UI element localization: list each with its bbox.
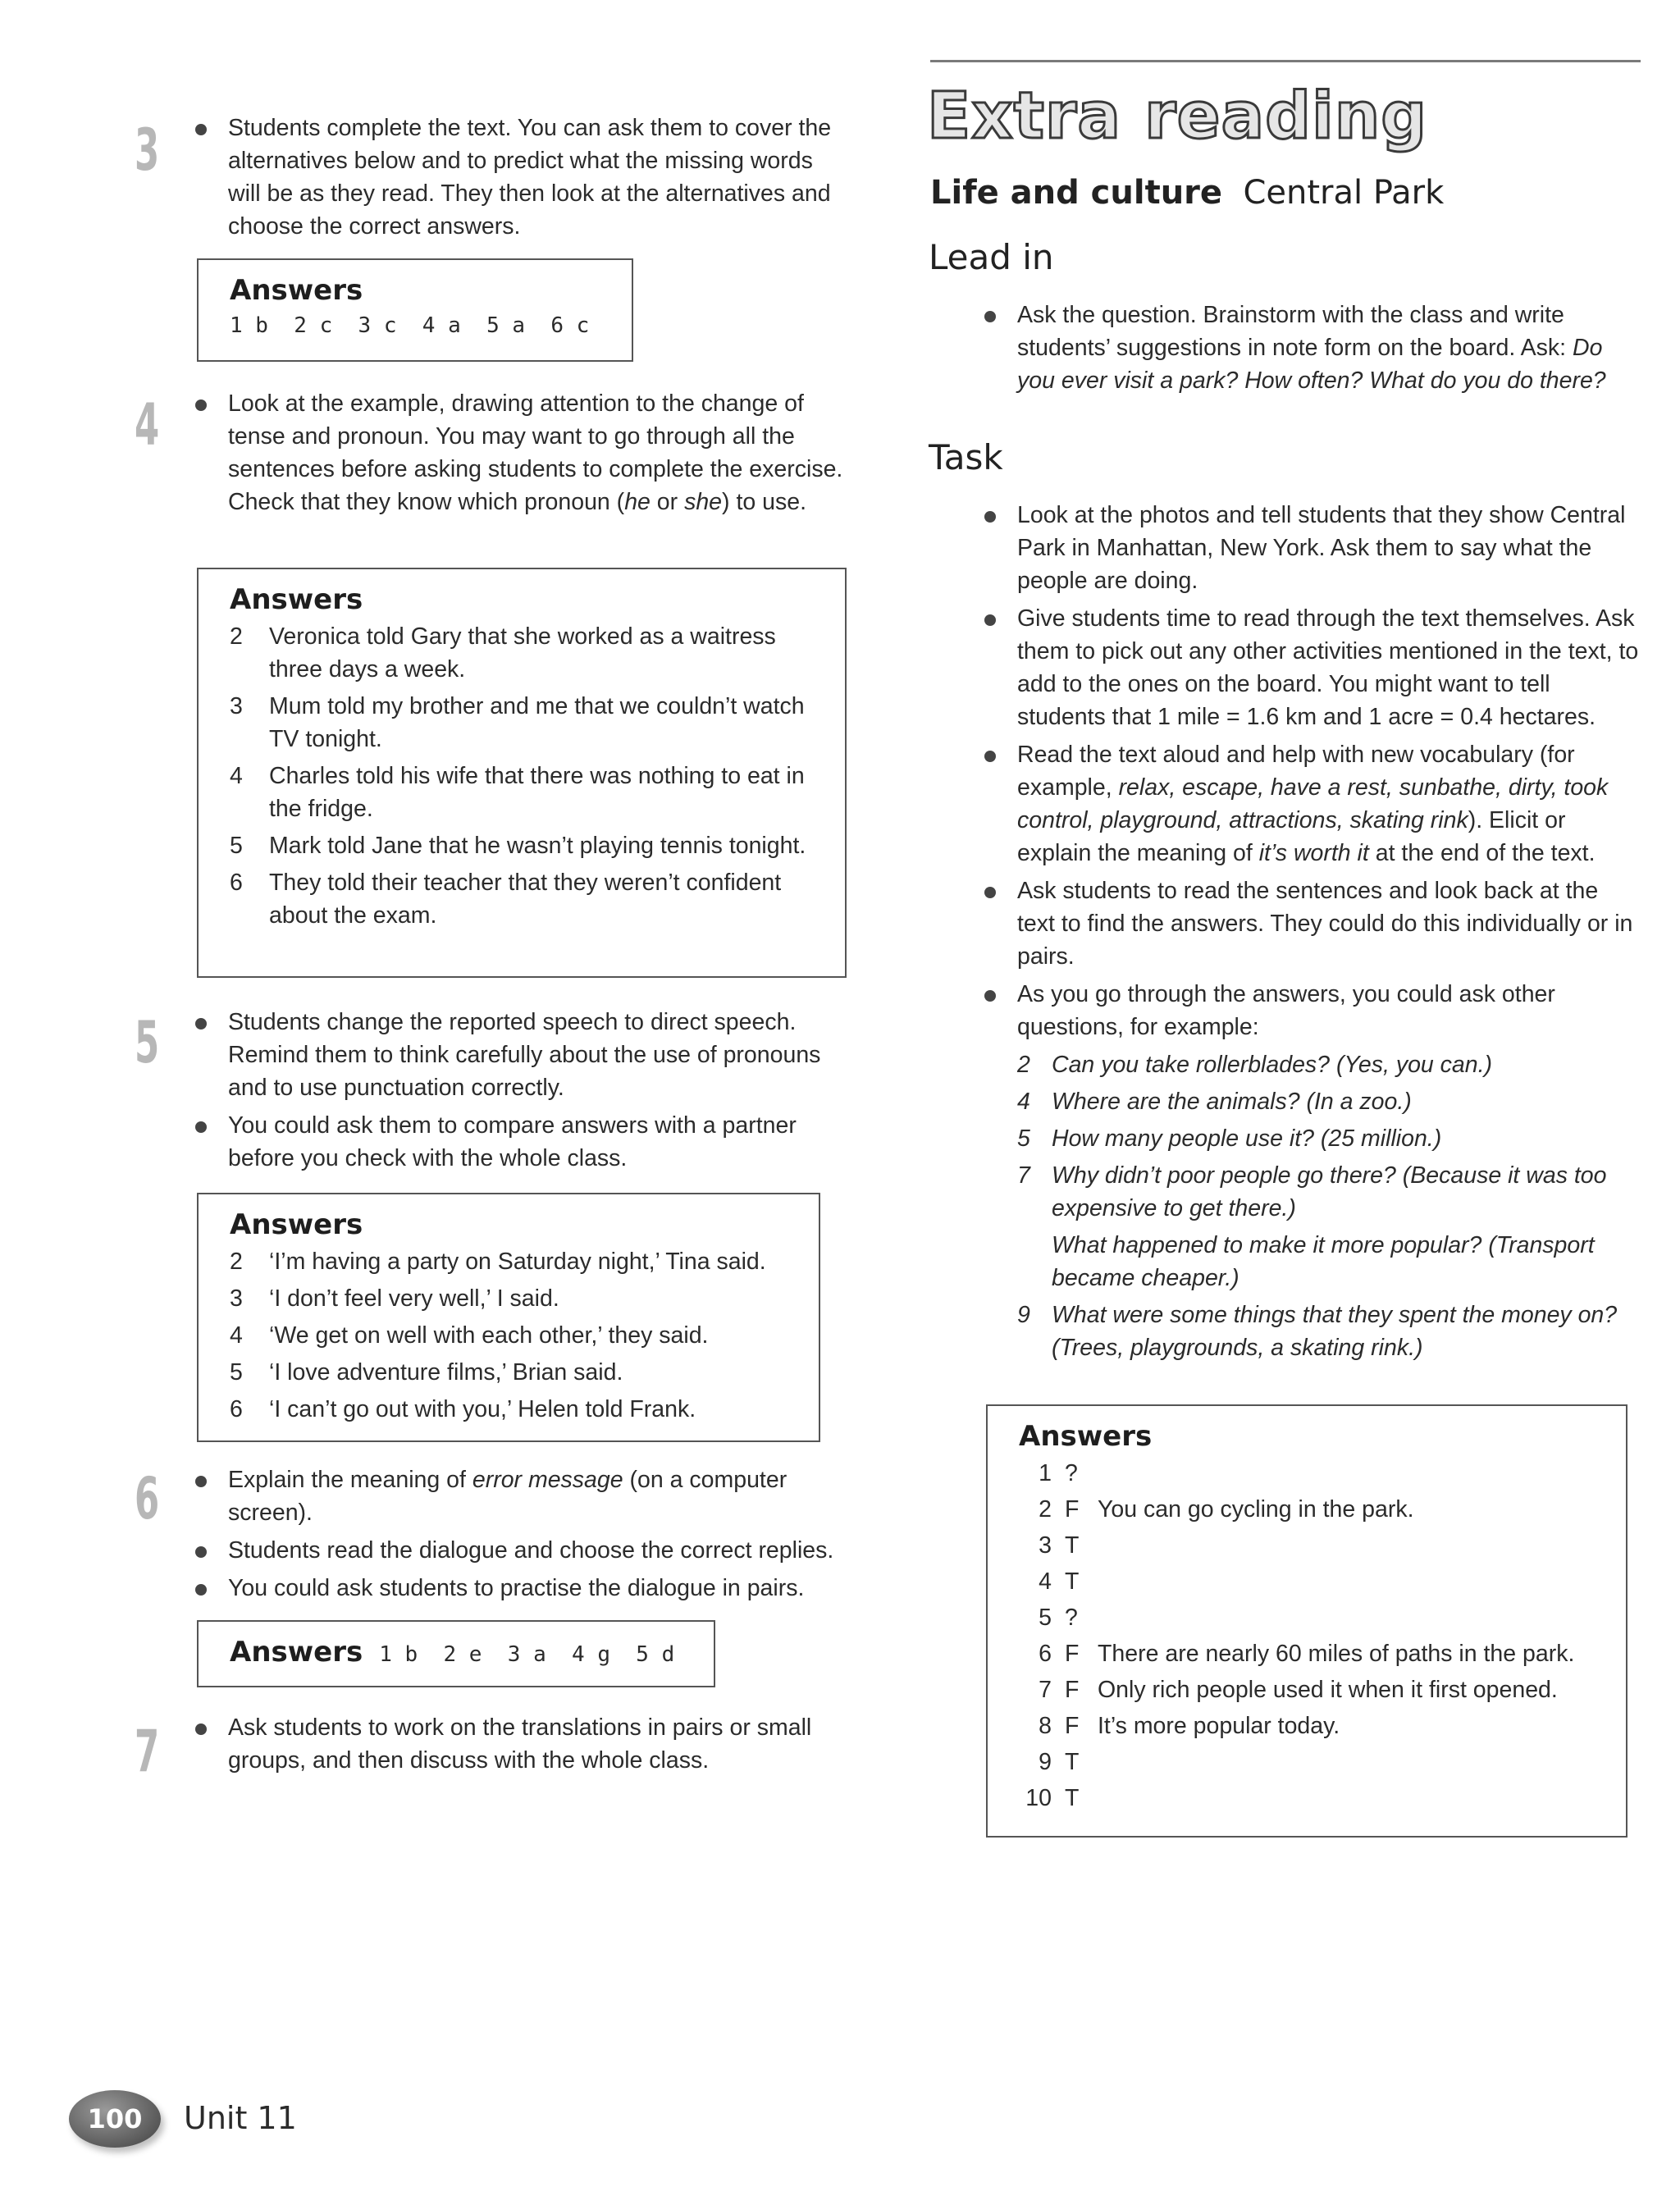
section-number-7: 7 [135, 1718, 160, 1785]
list-item: As you go through the answers, you could ask other questions, for example: [984, 978, 1641, 1043]
section-number-4: 4 [135, 391, 160, 459]
page-number: 100 [87, 2103, 143, 2134]
question-list [984, 1048, 1641, 1364]
answers-line: 1 b 2 e 3 a 4 g 5 d [379, 1642, 675, 1667]
bullet-icon [195, 399, 207, 411]
answer-row: 2 ‘I’m having a party on Saturday night,’ Tina said. [230, 1249, 766, 1275]
section-6-instructions [195, 1463, 843, 1609]
answer-row: 8 F It’s more popular today. [1039, 1713, 1340, 1739]
bullet-icon [984, 311, 996, 322]
section-7-instructions [195, 1711, 843, 1782]
unit-label: Unit 11 [184, 2100, 297, 2136]
section-number-3: 3 [135, 116, 160, 184]
answer-row: 5 ‘I love adventure films,’ Brian said. [230, 1359, 623, 1386]
bullet-icon [984, 990, 996, 1002]
bullet-icon [195, 1018, 207, 1030]
question-row: 7 Why didn’t poor people go there? (Because it was too expensive to get there.) [1017, 1162, 1607, 1221]
bullet-icon [195, 1723, 207, 1735]
answer-row: 6 ‘I can’t go out with you,’ Helen told Frank. [230, 1396, 696, 1422]
task-answers-box [986, 1404, 1628, 1838]
section-4-instructions [195, 387, 843, 523]
bullet-icon [195, 1121, 207, 1133]
bullet-icon [984, 887, 996, 898]
answers-line: 1 b 2 c 3 c 4 a 5 a 6 c [230, 313, 590, 338]
list-item: Give students time to read through the text themselves. Ask them to pick out any other activities mentioned in the text, to add to the ones on the board. You might want to tell students that 1 mile = 1.6 km and 1 acre = 0.4 hectares. [984, 602, 1641, 733]
question-row: 2 Can you take rollerblades? (Yes, you can.) [1017, 1052, 1493, 1078]
bullet-icon [195, 1584, 207, 1596]
section-3-answers-box [197, 258, 633, 362]
answer-row: 4 ‘We get on well with each other,’ they said. [230, 1322, 709, 1349]
list-item: Read the text aloud and help with new vocabulary (for example, relax, escape, have a rest, sunbathe, dirty, took control, playground, attractions, skating rink). Elicit or explain the meaning of it’s worth it at the end of the text. [984, 738, 1641, 870]
answer-row: 9 T [1039, 1749, 1080, 1775]
list-item: Students change the reported speech to direct speech. Remind them to think carefully about the use of pronouns and to use punctuation correctly. [195, 1006, 843, 1104]
task-heading: Task [929, 437, 1003, 477]
section-3-instructions [195, 112, 843, 248]
section-5-answers-box [197, 1193, 820, 1442]
bullet-icon [195, 124, 207, 135]
section-subtitle: Life and culture Central Park [930, 174, 1445, 212]
answer-row: 5 Mark told Jane that he wasn’t playing tennis tonight. [230, 833, 806, 859]
page-title: Extra reading [927, 80, 1428, 153]
list-item: Students complete the text. You can ask them to cover the alternatives below and to predict what the missing words will be as they read. They then look at the alternatives and choose the correct answers. [195, 112, 843, 243]
bullet-icon [984, 751, 996, 762]
question-row: 9 What were some things that they spent the money on? (Trees, playgrounds, a skating rink.) [1017, 1302, 1618, 1361]
answer-row: 6 F There are nearly 60 miles of paths in the park. [1039, 1641, 1575, 1667]
top-rule [930, 60, 1641, 62]
list-item: Ask students to work on the translations in pairs or small groups, and then discuss with the whole class. [195, 1711, 843, 1777]
answers-heading: Answers [230, 1208, 363, 1241]
answer-row: 2 F You can go cycling in the park. [1039, 1496, 1414, 1523]
bullet-icon [984, 614, 996, 626]
answer-row: 4 Charles told his wife that there was nothing to eat in the fridge. [230, 763, 805, 822]
answers-heading: Answers [230, 274, 363, 307]
list-item: Look at the photos and tell students that they show Central Park in Manhattan, New York. Ask them to say what the people are doing. [984, 499, 1641, 597]
bullet-icon [984, 511, 996, 523]
section-number-6: 6 [135, 1465, 160, 1532]
section-4-answers-box [197, 568, 847, 978]
answer-row: 1 ? [1039, 1460, 1078, 1486]
list-item: Ask students to read the sentences and look back at the text to find the answers. They could do this individually or in pairs. [984, 874, 1641, 973]
question-row: 5 How many people use it? (25 million.) [1017, 1125, 1442, 1152]
answer-row: 2 Veronica told Gary that she worked as a waitress three days a week. [230, 623, 776, 683]
answers-heading: Answers [230, 1636, 363, 1669]
section-number-5: 5 [135, 1009, 160, 1076]
page-number-badge [69, 2090, 161, 2148]
list-item: Explain the meaning of error message (on a computer screen). [195, 1463, 843, 1529]
list-item: You could ask them to compare answers with a partner before you check with the whole class. [195, 1109, 843, 1175]
bullet-icon [195, 1546, 207, 1558]
answer-row: 3 T [1039, 1532, 1080, 1559]
lead-in-text [984, 299, 1641, 402]
answer-row: 3 ‘I don’t feel very well,’ I said. [230, 1285, 559, 1312]
lead-in-heading: Lead in [929, 237, 1054, 277]
list-item: Ask the question. Brainstorm with the class and write students’ suggestions in note form on the board. Ask: Do you ever visit a park? How often? What do you do there? [984, 299, 1641, 397]
answer-row: 4 T [1039, 1568, 1080, 1595]
question-row: 4 Where are the animals? (In a zoo.) [1017, 1089, 1412, 1115]
list-item: Look at the example, drawing attention to the change of tense and pronoun. You may want to go through all the sentences before asking students to complete the exercise. Check that they know which pronoun (he or she) to use. [195, 387, 843, 518]
list-item: Students read the dialogue and choose the correct replies. [195, 1534, 843, 1567]
answer-row: 7 F Only rich people used it when it first opened. [1039, 1677, 1558, 1703]
answer-row: 10 T [1025, 1785, 1080, 1811]
section-5-instructions [195, 1006, 843, 1180]
answer-row: 5 ? [1039, 1605, 1078, 1631]
answers-heading: Answers [230, 583, 363, 616]
bullet-icon [195, 1476, 207, 1487]
answers-heading: Answers [1019, 1420, 1153, 1453]
task-text [984, 499, 1641, 1368]
question-row: What happened to make it more popular? (Transport became cheaper.) [1052, 1232, 1595, 1291]
section-6-answers-box [197, 1620, 715, 1687]
answer-row: 6 They told their teacher that they weren’t confident about the exam. [230, 870, 782, 929]
answer-row: 3 Mum told my brother and me that we couldn’t watch TV tonight. [230, 693, 805, 752]
list-item: You could ask students to practise the dialogue in pairs. [195, 1572, 843, 1605]
